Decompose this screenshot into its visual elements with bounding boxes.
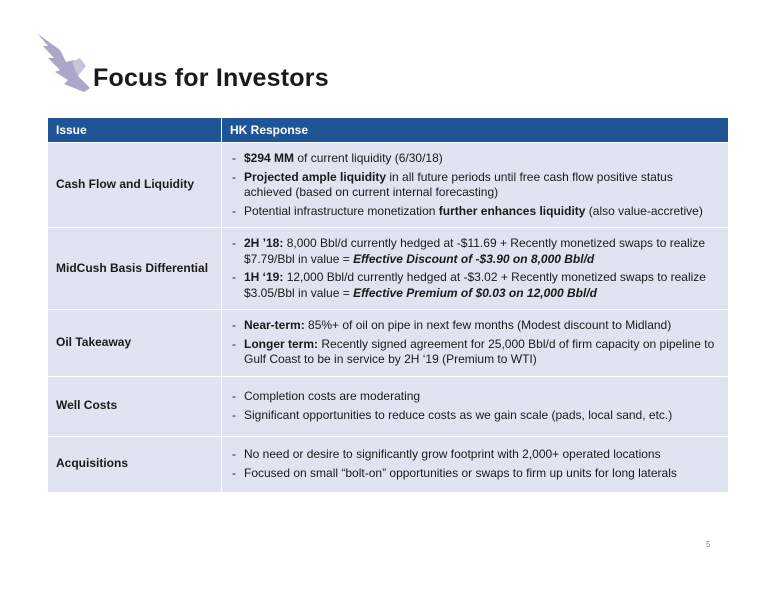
bullet-text: Effective Premium of $0.03 on 12,000 Bbl/d (353, 285, 597, 300)
response-bullet (230, 170, 722, 201)
header-hk-response: HK Response (222, 118, 729, 143)
response-bullet (230, 337, 722, 368)
response-bullets (230, 389, 722, 423)
bullet-text: Potential infrastructure monetization (244, 203, 439, 218)
header-issue: Issue (48, 118, 222, 143)
bullet-text: 2H ’18: (244, 236, 284, 250)
response-bullet (230, 466, 722, 482)
bullet-text: Longer term: (244, 336, 319, 351)
response-bullets (230, 236, 722, 301)
issue-cell: Cash Flow and Liquidity (48, 143, 222, 228)
response-bullet (230, 270, 722, 301)
table-row (48, 376, 729, 436)
issue-cell: MidCush Basis Differential (48, 228, 222, 310)
response-cell (222, 376, 729, 436)
bullet-text: Projected ample liquidity (244, 169, 387, 184)
bullet-text: Effective Discount of -$3.90 on 8,000 Bbl/d (353, 251, 595, 266)
response-bullet (230, 204, 722, 220)
bullet-text: Completion costs are moderating (244, 389, 421, 403)
page-title: Focus for Investors (93, 64, 329, 92)
response-bullets (230, 151, 722, 219)
issue-cell: Well Costs (48, 376, 222, 436)
bullet-text: Focused on small “bolt-on” opportunities or swaps to firm up units for long laterals (244, 465, 677, 480)
table-row (48, 436, 729, 492)
bullet-text: $294 MM (244, 151, 295, 165)
issue-cell: Oil Takeaway (48, 310, 222, 377)
bullet-text: 85%+ of oil on pipe in next few months (Modest discount to Midland) (304, 318, 672, 332)
response-bullet (230, 236, 722, 267)
bullet-text: (also value-accretive) (585, 203, 703, 218)
response-bullets (230, 318, 722, 368)
bullet-text: 8,000 Bbl/d currently hedged at -$11.69 + Recently monetized swaps to realize $7.79/Bbl in value = (244, 236, 706, 266)
response-bullet (230, 447, 722, 463)
bullet-text: Recently signed agreement for 25,000 Bbl/d of firm capacity on pipeline to Gulf Coast to be in service by 2H ‘19 (Premium to WTI) (244, 336, 715, 366)
response-bullets (230, 447, 722, 481)
bullet-text: further enhances liquidity (438, 203, 586, 218)
response-bullet (230, 151, 722, 167)
response-bullet (230, 408, 722, 424)
hawk-logo-icon (34, 32, 90, 94)
bullet-text: Near-term: (244, 318, 305, 332)
response-bullet (230, 389, 722, 405)
page-number: 5 (706, 540, 711, 549)
table-row (48, 228, 729, 310)
response-cell (222, 143, 729, 228)
issue-cell: Acquisitions (48, 436, 222, 492)
response-cell (222, 436, 729, 492)
bullet-text: Significant opportunities to reduce costs as we gain scale (pads, local sand, etc.) (244, 407, 673, 422)
table-row (48, 310, 729, 377)
table-header-row (48, 118, 729, 143)
bullet-text: in all future periods until free cash flow positive status achieved (based on current internal forecasting) (244, 169, 673, 199)
response-bullet (230, 318, 722, 334)
table-row (48, 143, 729, 228)
bullet-text: No need or desire to significantly grow footprint with 2,000+ operated locations (244, 447, 661, 461)
response-cell (222, 228, 729, 310)
bullet-text: 12,000 Bbl/d currently hedged at -$3.02 + Recently monetized swaps to realize $3.05/Bbl in value = (244, 270, 706, 300)
bullet-text: of current liquidity (6/30/18) (294, 151, 443, 165)
bullet-text: 1H ‘19: (244, 270, 284, 284)
response-cell (222, 310, 729, 377)
investor-focus-table (47, 117, 729, 493)
